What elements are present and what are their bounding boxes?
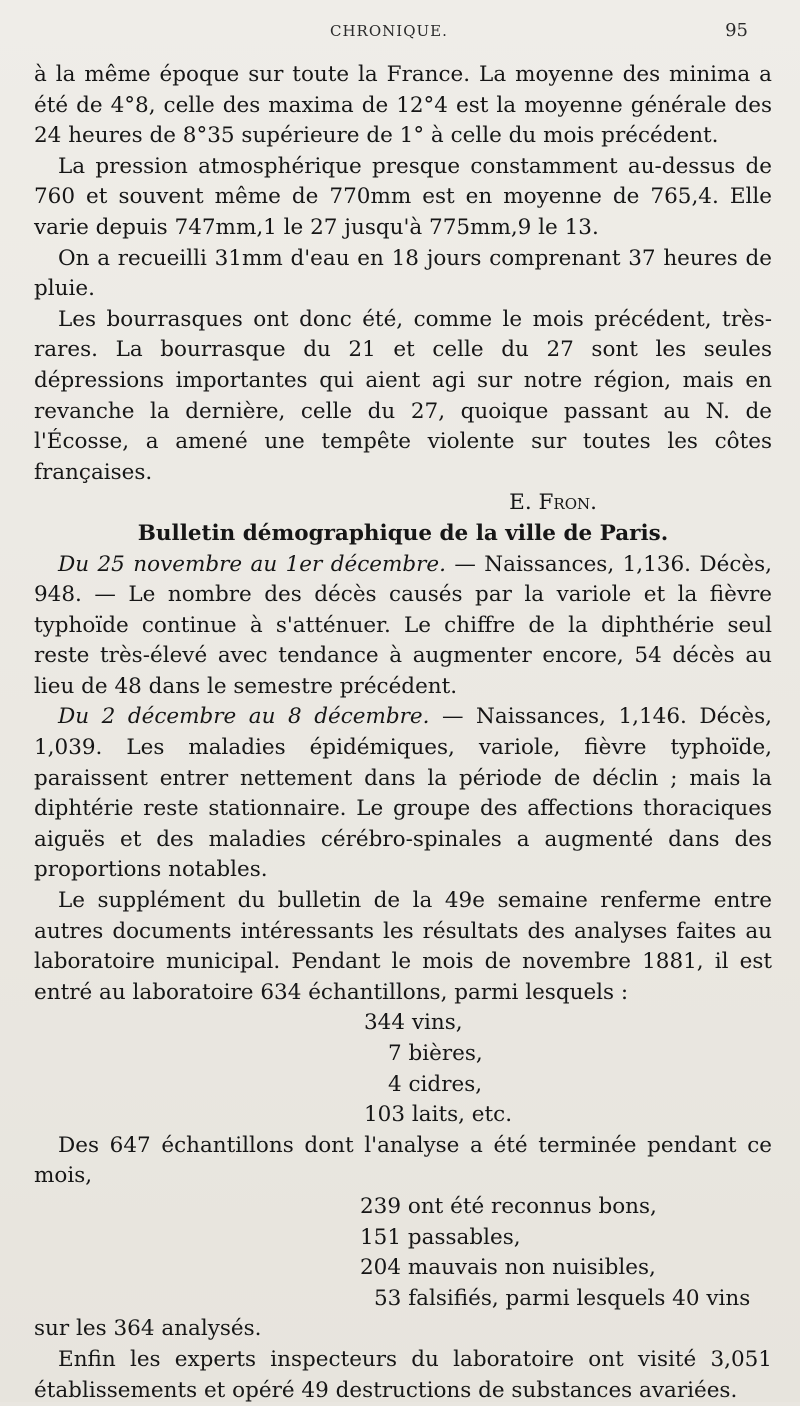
sample-item: 4 cidres,: [388, 1071, 483, 1097]
results-list: [34, 1192, 772, 1314]
paragraph-supplement: Le supplément du bulletin de la 49e semaine renferme entre autres documents intéressants les résultats des analyses faites au laboratoire municipal. Pendant le mois de novembre 1881, il est entré au laboratoire 634 échantillons, parmi lesquels :: [34, 888, 772, 1005]
result-item: 204 mauvais non nuisibles,: [360, 1255, 656, 1281]
page-number: 95: [725, 20, 748, 41]
page-body: [34, 60, 772, 1406]
bulletin-title: Bulletin démographique de la ville de Paris.: [137, 520, 669, 546]
result-item: 53 falsifiés, parmi lesquels 40 vins: [374, 1285, 751, 1311]
paragraph-pressure: La pression atmosphérique presque constamment au-dessus de 760 et souvent même de 770mm est en moyenne de 765,4. Elle varie depuis 747mm,1 le 27 jusqu'à 775mm,9 le 13.: [34, 153, 772, 240]
result-item: 151 passables,: [360, 1224, 521, 1250]
week-1-text: — Naissances, 1,136. Décès, 948. — Le nombre des décès causés par la variole et la fièvre typhoïde continue à s'atténuer. Le chiffre de la diphthérie seul reste très-élevé avec tendance à augmenter encore, 54 décès au lieu de 48 dans le semestre précédent.: [34, 551, 772, 699]
week-2-date: Du 2 décembre au 8 décembre.: [58, 704, 430, 730]
samples-list: [34, 1008, 772, 1130]
paragraph-closing: Enfin les experts inspecteurs du laboratoire ont visité 3,051 établissements et opéré 49 destructions de substances avariées.: [34, 1346, 772, 1403]
paragraph-analysis-intro: Des 647 échantillons dont l'analyse a été terminée pendant ce mois,: [34, 1132, 772, 1189]
week-2-text: — Naissances, 1,146. Décès, 1,039. Les maladies épidémiques, variole, fièvre typhoïde, paraissent entrer nettement dans la période de déclin ; mais la diphtérie reste stationnaire. Le groupe des affections thoraciques aiguës et des maladies cérébro-spinales a augmenté dans des proportions notables.: [34, 704, 772, 883]
paragraph-temperature: à la même époque sur toute la France. La moyenne des minima a été de 4°8, celle des maxima de 12°4 est la moyenne générale des 24 heures de 8°35 supérieure de 1° à celle du mois précédent.: [34, 62, 772, 149]
week-1-date: Du 25 novembre au 1er décembre.: [58, 551, 446, 577]
paragraph-rainfall: On a recueilli 31mm d'eau en 18 jours comprenant 37 heures de pluie.: [34, 245, 772, 302]
paragraph-week-2: [34, 702, 772, 886]
paragraph-storms: Les bourrasques ont donc été, comme le mois précédent, très-rares. La bourrasque du 21 et celle du 27 sont les seules dépressions importantes qui aient agi sur notre région, mais en revanche la dernière, celle du 27, quoique passant au N. de l'Écosse, a amené une tempête violente sur toutes les côtes françaises.: [34, 306, 772, 485]
author-signature: E. Fron.: [509, 490, 597, 516]
sample-item: 7 bières,: [388, 1041, 483, 1066]
page-header: [0, 18, 800, 48]
sample-item: 344 vins,: [364, 1010, 463, 1036]
paragraph-week-1: [34, 550, 772, 703]
results-tail: sur les 364 analysés.: [34, 1316, 262, 1342]
running-head: CHRONIQUE.: [330, 22, 448, 40]
sample-item: 103 laits, etc.: [364, 1102, 513, 1128]
result-item: 239 ont été reconnus bons,: [360, 1193, 657, 1219]
